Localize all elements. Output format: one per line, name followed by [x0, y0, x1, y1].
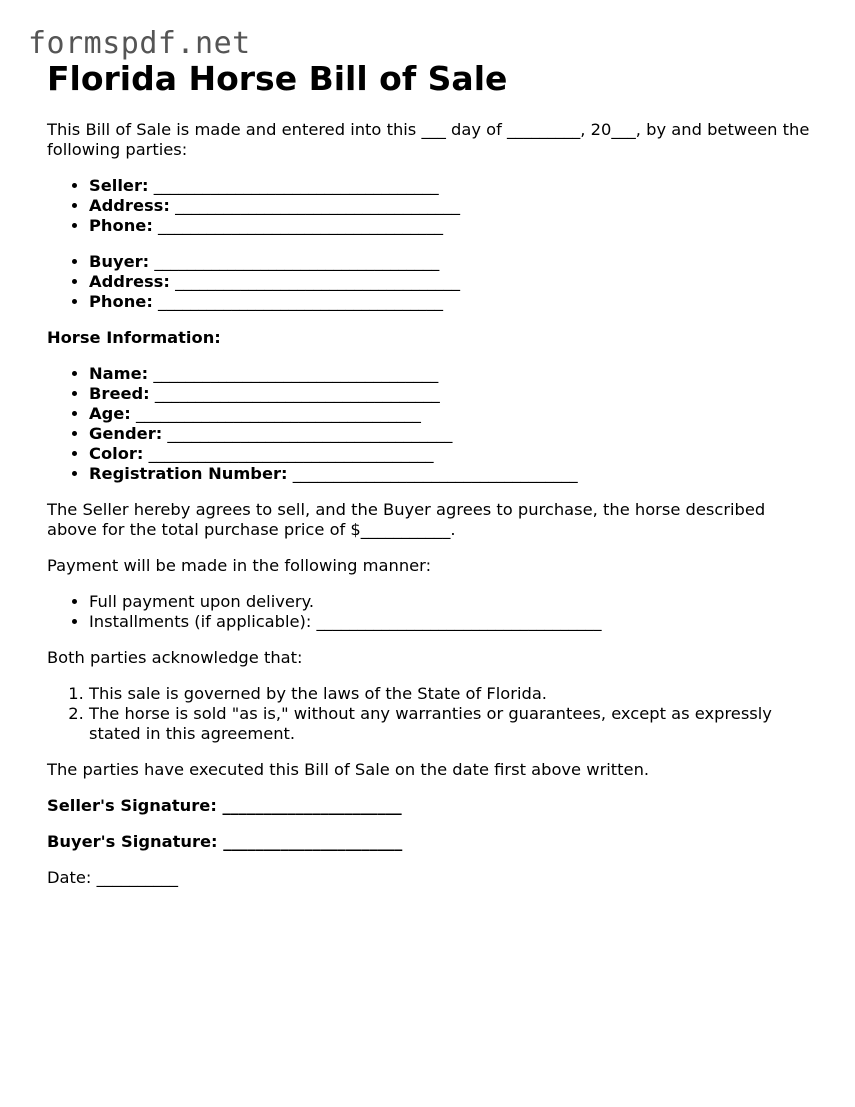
horse-color-label: Color: — [89, 444, 144, 463]
buyer-address-label: Address: — [89, 272, 170, 291]
payment-option-installments: • Installments (if applicable): ___________________________________ — [89, 612, 817, 632]
buyer-blank: ___________________________________ — [154, 252, 440, 271]
seller-signature-line: ______________________ — [222, 796, 402, 815]
buyer-name-field — [89, 252, 817, 272]
horse-color-blank: ___________________________________ — [148, 444, 434, 463]
horse-gender-field — [89, 424, 817, 444]
seller-name-field — [89, 176, 817, 196]
buyer-address-field — [89, 272, 817, 292]
buyer-label: Buyer: — [89, 252, 150, 271]
payment-options-list — [47, 592, 817, 632]
seller-address-label: Address: — [89, 196, 170, 215]
acknowledge-item-1: 1. This sale is governed by the laws of the State of Florida. — [89, 684, 817, 704]
date-row — [47, 868, 817, 888]
horse-registration-label: Registration Number: — [89, 464, 288, 483]
horse-info-heading: Horse Information: — [47, 328, 221, 347]
horse-gender-label: Gender: — [89, 424, 163, 443]
payment-option-full: • Full payment upon delivery. — [89, 592, 817, 612]
horse-breed-field — [89, 384, 817, 404]
horse-age-blank: ___________________________________ — [136, 404, 421, 423]
seller-phone-blank: ___________________________________ — [158, 216, 443, 235]
acknowledge-intro: Both parties acknowledge that: — [47, 648, 303, 667]
buyer-info-list — [47, 252, 817, 312]
document-title: Florida Horse Bill of Sale — [47, 59, 508, 98]
seller-label: Seller: — [89, 176, 149, 195]
buyer-phone-blank: ___________________________________ — [158, 292, 443, 311]
horse-color-field — [89, 444, 817, 464]
buyer-signature-line: ______________________ — [223, 832, 403, 851]
payment-intro: Payment will be made in the following manner: — [47, 556, 432, 575]
buyer-signature-row — [47, 832, 817, 852]
buyer-address-blank: ___________________________________ — [175, 272, 460, 291]
seller-info-list — [47, 176, 817, 236]
acknowledge-list — [47, 684, 817, 744]
seller-signature-row — [47, 796, 817, 816]
date-line: __________ — [96, 868, 178, 887]
date-label: Date: — [47, 868, 92, 887]
horse-name-field — [89, 364, 817, 384]
seller-address-blank: ___________________________________ — [175, 196, 460, 215]
seller-blank: ___________________________________ — [153, 176, 439, 195]
executed-paragraph: The parties have executed this Bill of Sale on the date first above written. — [47, 760, 650, 779]
watermark: formspdf.net — [28, 26, 251, 61]
horse-name-blank: ___________________________________ — [153, 364, 439, 383]
document-page — [47, 58, 817, 904]
seller-signature-label: Seller's Signature: — [47, 796, 217, 815]
horse-name-label: Name: — [89, 364, 149, 383]
horse-gender-blank: ___________________________________ — [167, 424, 453, 443]
horse-info-list — [47, 364, 817, 484]
horse-age-label: Age: — [89, 404, 131, 423]
seller-phone-field — [89, 216, 817, 236]
buyer-signature-label: Buyer's Signature: — [47, 832, 218, 851]
horse-breed-label: Breed: — [89, 384, 150, 403]
purchase-paragraph: The Seller hereby agrees to sell, and the Buyer agrees to purchase, the horse described above for the total purchase price of $___________. — [47, 500, 766, 539]
horse-age-field — [89, 404, 817, 424]
seller-phone-label: Phone: — [89, 216, 153, 235]
seller-address-field — [89, 196, 817, 216]
buyer-phone-label: Phone: — [89, 292, 153, 311]
horse-registration-blank: ___________________________________ — [292, 464, 578, 483]
horse-breed-blank: ___________________________________ — [154, 384, 440, 403]
intro-paragraph: This Bill of Sale is made and entered into this ___ day of _________, 20___, by and between the following parties: — [47, 120, 810, 159]
horse-registration-field — [89, 464, 817, 484]
acknowledge-item-2: 2. The horse is sold "as is," without any warranties or guarantees, except as expressly stated in this agreement. — [89, 704, 817, 744]
buyer-phone-field — [89, 292, 817, 312]
